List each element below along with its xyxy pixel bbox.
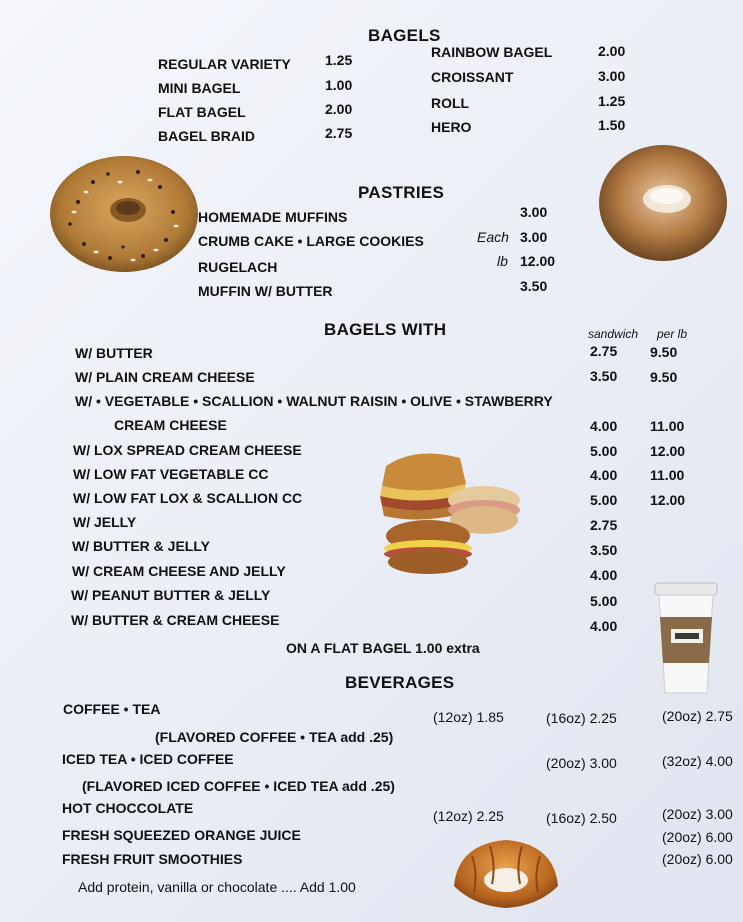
- price: (12oz) 2.25: [433, 808, 504, 824]
- menu-item: W/ CREAM CHEESE AND JELLY: [72, 563, 286, 579]
- menu-item: HERO: [431, 119, 472, 135]
- price: 2.75: [325, 125, 353, 141]
- plain-bagel-icon: [597, 143, 729, 263]
- menu-item: W/ JELLY: [73, 514, 137, 530]
- price: 5.00: [590, 593, 618, 609]
- menu-item: RUGELACH: [198, 259, 278, 275]
- menu-item: ROLL: [431, 95, 470, 111]
- price: (20oz) 3.00: [662, 806, 733, 822]
- unit-label: Each: [477, 229, 509, 245]
- price: 3.50: [520, 278, 548, 294]
- bagels-title: BAGELS: [368, 26, 441, 45]
- menu-item: FRESH SQUEEZED ORANGE JUICE: [62, 827, 301, 843]
- menu-item: BAGEL BRAID: [158, 128, 255, 144]
- price: 11.00: [650, 467, 685, 483]
- breakfast-sandwich-icon: [372, 444, 524, 578]
- price: 1.25: [598, 93, 626, 109]
- menu-item: HOT CHOCCOLATE: [62, 800, 194, 816]
- price: (16oz) 2.25: [546, 710, 617, 726]
- price: (32oz) 4.00: [662, 753, 733, 769]
- price: 4.00: [590, 567, 618, 583]
- menu-item: HOMEMADE MUFFINS: [198, 209, 348, 225]
- menu-item: MUFFIN W/ BUTTER: [198, 283, 333, 299]
- coffee-cup-icon: [645, 575, 725, 697]
- menu-item: W/ BUTTER: [75, 345, 153, 361]
- price: 5.00: [590, 492, 618, 508]
- everything-bagel-icon: [48, 152, 200, 274]
- menu-item: W/ LOW FAT VEGETABLE CC: [73, 466, 269, 482]
- menu-item: W/ PLAIN CREAM CHEESE: [75, 369, 255, 385]
- beverages-title: BEVERAGES: [345, 673, 455, 692]
- price: (20oz) 6.00: [662, 851, 733, 867]
- price: (20oz) 2.75: [662, 708, 733, 724]
- price: 12.00: [520, 253, 556, 269]
- menu-item: FRESH FRUIT SMOOTHIES: [62, 851, 243, 867]
- price: (20oz) 6.00: [662, 829, 733, 845]
- menu-item: ICED TEA • ICED COFFEE: [62, 751, 234, 767]
- menu-item: W/ LOX SPREAD CREAM CHEESE: [73, 442, 302, 458]
- price: 3.00: [520, 204, 548, 220]
- price: (12oz) 1.85: [433, 709, 504, 725]
- price: 9.50: [650, 369, 678, 385]
- price: 3.50: [590, 368, 618, 384]
- price: 3.50: [590, 542, 618, 558]
- flat-bagel-note: ON A FLAT BAGEL 1.00 extra: [286, 640, 480, 656]
- menu-item: COFFEE • TEA: [63, 701, 161, 717]
- menu-note: (FLAVORED COFFEE • TEA add .25): [155, 729, 394, 745]
- pastries-title: PASTRIES: [358, 183, 445, 202]
- column-header-sandwich: sandwich: [588, 327, 639, 341]
- menu-item: CRUMB CAKE • LARGE COOKIES: [198, 233, 424, 249]
- price: 5.00: [590, 443, 618, 459]
- price: 4.00: [590, 418, 618, 434]
- menu-item: CREAM CHEESE: [114, 417, 227, 433]
- unit-label: lb: [497, 253, 508, 269]
- menu-item: W/ BUTTER & JELLY: [72, 538, 210, 554]
- addon-note: Add protein, vanilla or chocolate .... Add 1.00: [78, 879, 356, 895]
- bagels-with-title: BAGELS WITH: [324, 320, 447, 339]
- price: 1.50: [598, 117, 626, 133]
- price: 1.00: [325, 77, 353, 93]
- menu-item: W/ PEANUT BUTTER & JELLY: [71, 587, 271, 603]
- menu-item: FLAT BAGEL: [158, 104, 246, 120]
- price: 4.00: [590, 618, 618, 634]
- menu-item: W/ LOW FAT LOX & SCALLION CC: [73, 490, 303, 506]
- menu-item: RAINBOW BAGEL: [431, 44, 553, 60]
- price: 12.00: [650, 443, 686, 459]
- croissant-icon: [448, 834, 564, 912]
- menu-item: W/ • VEGETABLE • SCALLION • WALNUT RAISIN • OLIVE • STAWBERRY: [75, 393, 553, 409]
- price: 9.50: [650, 344, 678, 360]
- price: 2.75: [590, 517, 618, 533]
- menu-item: CROISSANT: [431, 69, 514, 85]
- price: 2.75: [590, 343, 618, 359]
- menu-item: W/ BUTTER & CREAM CHEESE: [71, 612, 280, 628]
- price: 11.00: [650, 418, 685, 434]
- menu-note: (FLAVORED ICED COFFEE • ICED TEA add .25): [82, 778, 395, 794]
- price: 3.00: [520, 229, 548, 245]
- price: 3.00: [598, 68, 626, 84]
- price: 4.00: [590, 467, 618, 483]
- price: 2.00: [598, 43, 626, 59]
- price: 1.25: [325, 52, 353, 68]
- menu-item: REGULAR VARIETY: [158, 56, 291, 72]
- column-header-per-lb: per lb: [657, 327, 688, 341]
- price: (20oz) 3.00: [546, 755, 617, 771]
- menu-item: MINI BAGEL: [158, 80, 241, 96]
- price: 2.00: [325, 101, 353, 117]
- price: 12.00: [650, 492, 686, 508]
- price: (16oz) 2.50: [546, 810, 617, 826]
